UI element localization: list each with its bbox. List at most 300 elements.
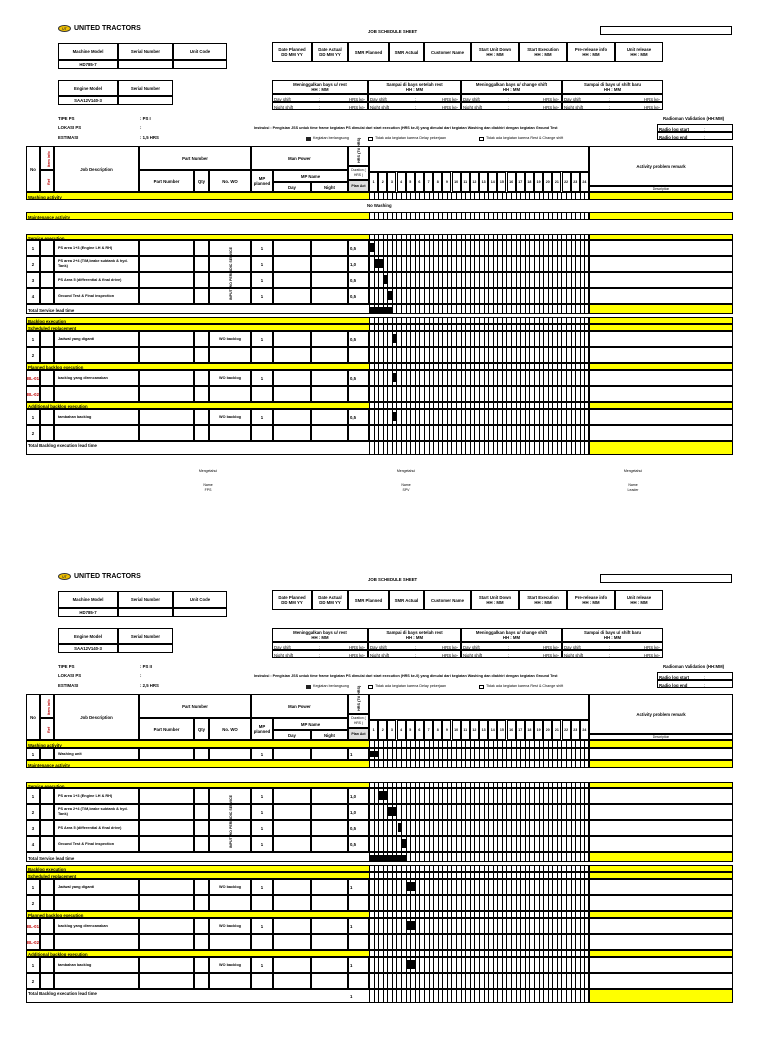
task-remark[interactable] bbox=[589, 934, 733, 950]
task-duration[interactable] bbox=[348, 425, 369, 441]
leave-rest-night-shift[interactable] bbox=[272, 650, 368, 658]
engine-model-value[interactable]: SAA12V140-3 bbox=[58, 96, 118, 105]
task-qty[interactable] bbox=[194, 748, 209, 760]
task-qty[interactable] bbox=[194, 918, 209, 934]
gantt-slot bbox=[585, 951, 590, 956]
task-mp-night[interactable] bbox=[311, 879, 348, 895]
separator: : bbox=[508, 644, 510, 650]
day-shift-label: Day shift bbox=[370, 96, 387, 102]
task-mp-planned[interactable]: 1 bbox=[251, 788, 273, 804]
unit-release-field[interactable] bbox=[615, 42, 663, 62]
task-remark[interactable] bbox=[589, 256, 733, 272]
task-no-wo[interactable] bbox=[209, 748, 251, 760]
task-mp-night[interactable] bbox=[311, 895, 348, 911]
radio-log-end-label: Radio log end bbox=[659, 134, 688, 140]
task-mp-night[interactable] bbox=[311, 256, 348, 272]
task-duration[interactable]: 1,0 bbox=[348, 256, 369, 272]
task-mp-day[interactable] bbox=[273, 879, 311, 895]
leave-change-shift-label: Meninggalkan bays u/ change shift bbox=[475, 82, 548, 87]
task-part-number[interactable] bbox=[139, 370, 194, 386]
task-description[interactable]: PS area 2+4 (T/M,brake subtank & hyd. Tank) bbox=[54, 804, 139, 820]
task-mp-day[interactable] bbox=[273, 370, 311, 386]
task-mp-night[interactable] bbox=[311, 370, 348, 386]
date-actual-field[interactable] bbox=[312, 42, 348, 62]
signature-space bbox=[613, 474, 653, 483]
task-duration[interactable]: 0,5 bbox=[348, 370, 369, 386]
leave-change-shift-night-shift[interactable] bbox=[461, 102, 562, 110]
task-no-wo[interactable] bbox=[209, 973, 251, 989]
task-mp-night[interactable] bbox=[311, 748, 348, 760]
task-remark[interactable] bbox=[589, 386, 733, 402]
back-after-rest-day-shift[interactable] bbox=[368, 94, 461, 102]
task-mp-day[interactable] bbox=[273, 804, 311, 820]
task-description[interactable]: Ground Test & Final inspection bbox=[54, 836, 139, 852]
back-after-rest-day-shift[interactable] bbox=[368, 642, 461, 650]
task-mp-night[interactable] bbox=[311, 804, 348, 820]
task-remark[interactable] bbox=[589, 895, 733, 911]
unit-code-label: Unit Code bbox=[173, 43, 227, 60]
task-qty[interactable] bbox=[194, 409, 209, 425]
back-new-shift-day-shift[interactable] bbox=[562, 94, 663, 102]
task-part-number[interactable] bbox=[139, 386, 194, 402]
col-day: Day bbox=[273, 182, 311, 192]
task-mp-planned[interactable]: 1 bbox=[251, 331, 273, 347]
pre-release-info-field[interactable] bbox=[567, 590, 615, 610]
sheet-number-field[interactable] bbox=[600, 574, 732, 583]
task-ref[interactable] bbox=[40, 240, 54, 256]
task-no-wo[interactable]: WO backlog bbox=[209, 879, 251, 895]
task-ref[interactable] bbox=[40, 425, 54, 441]
smr-planned-field[interactable]: SMR Planned bbox=[348, 42, 389, 62]
gantt-slot bbox=[585, 866, 590, 871]
task-mp-night[interactable] bbox=[311, 386, 348, 402]
task-description[interactable]: Washing unit bbox=[54, 748, 139, 760]
task-ref[interactable] bbox=[40, 347, 54, 363]
task-no-wo[interactable] bbox=[209, 895, 251, 911]
day-shift-label: Day shift bbox=[274, 644, 291, 650]
task-part-number[interactable] bbox=[139, 836, 194, 852]
task-duration[interactable]: 0,5 bbox=[348, 331, 369, 347]
task-duration[interactable]: 0,5 bbox=[348, 288, 369, 304]
leave-rest-day-shift[interactable] bbox=[272, 94, 368, 102]
task-part-number[interactable] bbox=[139, 895, 194, 911]
col-hour-17: 17 bbox=[516, 172, 525, 192]
task-qty[interactable] bbox=[194, 331, 209, 347]
tipe-ps-label: TIPE PS bbox=[58, 116, 75, 121]
signature-title: SPV bbox=[402, 488, 410, 492]
start-execution-field[interactable] bbox=[519, 42, 567, 62]
machine-model-value[interactable]: HD785-7 bbox=[58, 60, 118, 69]
task-duration[interactable]: 0,5 bbox=[348, 836, 369, 852]
task-no: 2 bbox=[26, 347, 40, 363]
task-duration[interactable]: 1,0 bbox=[348, 788, 369, 804]
task-remark[interactable] bbox=[589, 820, 733, 836]
task-qty[interactable] bbox=[194, 879, 209, 895]
task-part-number[interactable] bbox=[139, 347, 194, 363]
task-mp-day[interactable] bbox=[273, 957, 311, 973]
task-duration[interactable]: 1,0 bbox=[348, 804, 369, 820]
task-mp-day[interactable] bbox=[273, 934, 311, 950]
col-hour-2: 2 bbox=[378, 172, 387, 192]
gantt-row bbox=[369, 370, 589, 386]
radio-log-start-field[interactable] bbox=[657, 124, 733, 132]
task-mp-day[interactable] bbox=[273, 240, 311, 256]
back-new-shift-night-shift[interactable] bbox=[562, 650, 663, 658]
task-qty[interactable] bbox=[194, 820, 209, 836]
back-after-rest-night-shift[interactable] bbox=[368, 102, 461, 110]
legend-rest: Tidak ada kegiatan karena Rest & Change shift bbox=[486, 684, 564, 688]
task-mp-day[interactable] bbox=[273, 748, 311, 760]
sheet-number-field[interactable] bbox=[600, 26, 732, 35]
task-no-wo[interactable] bbox=[209, 386, 251, 402]
task-ref[interactable] bbox=[40, 748, 54, 760]
task-mp-planned[interactable] bbox=[251, 425, 273, 441]
task-part-number[interactable] bbox=[139, 272, 194, 288]
radio-log-start-field[interactable] bbox=[657, 672, 733, 680]
task-ref[interactable] bbox=[40, 918, 54, 934]
col-part-number-group: Part Number bbox=[139, 146, 251, 170]
col-part-number-group: Part Number bbox=[139, 694, 251, 718]
separator: : bbox=[704, 134, 706, 140]
task-ref[interactable] bbox=[40, 934, 54, 950]
leave-rest-label: Meninggalkan bays u/ rest bbox=[293, 630, 347, 635]
task-description[interactable] bbox=[54, 386, 139, 402]
task-mp-planned[interactable]: 1 bbox=[251, 804, 273, 820]
task-part-number[interactable] bbox=[139, 957, 194, 973]
gantt-row bbox=[369, 409, 589, 425]
task-description[interactable]: PS area 1+3 (Engine LH & RH) bbox=[54, 240, 139, 256]
unit-code-value[interactable] bbox=[173, 608, 227, 617]
gantt-row bbox=[369, 288, 589, 304]
task-remark[interactable] bbox=[589, 788, 733, 804]
task-description[interactable]: PS Area 5 (differential & final drive) bbox=[54, 820, 139, 836]
task-qty[interactable] bbox=[194, 288, 209, 304]
task-duration[interactable]: 1 bbox=[348, 748, 369, 760]
task-qty[interactable] bbox=[194, 256, 209, 272]
task-remark[interactable] bbox=[589, 331, 733, 347]
task-mp-night[interactable] bbox=[311, 425, 348, 441]
customer-name-field[interactable]: Customer Name bbox=[424, 590, 471, 610]
task-ref[interactable] bbox=[40, 788, 54, 804]
engine-model-value[interactable]: SAA12V140-3 bbox=[58, 644, 118, 653]
task-part-number[interactable] bbox=[139, 288, 194, 304]
task-qty[interactable] bbox=[194, 425, 209, 441]
task-description[interactable] bbox=[54, 973, 139, 989]
task-ref[interactable] bbox=[40, 370, 54, 386]
task-no-wo[interactable]: WO backlog bbox=[209, 331, 251, 347]
task-mp-planned[interactable] bbox=[251, 973, 273, 989]
separator: : bbox=[508, 104, 510, 110]
task-description[interactable]: PS Area 5 (differential & final drive) bbox=[54, 272, 139, 288]
task-part-number[interactable] bbox=[139, 788, 194, 804]
task-remark[interactable] bbox=[589, 804, 733, 820]
leave-rest-night-shift[interactable] bbox=[272, 102, 368, 110]
task-mp-day[interactable] bbox=[273, 918, 311, 934]
task-mp-planned[interactable] bbox=[251, 895, 273, 911]
task-qty[interactable] bbox=[194, 836, 209, 852]
task-ref[interactable] bbox=[40, 836, 54, 852]
task-part-number[interactable] bbox=[139, 918, 194, 934]
task-mp-planned[interactable]: 1 bbox=[251, 272, 273, 288]
task-mp-day[interactable] bbox=[273, 272, 311, 288]
date-planned-field[interactable] bbox=[272, 590, 312, 610]
task-mp-planned[interactable]: 1 bbox=[251, 409, 273, 425]
task-description[interactable] bbox=[54, 347, 139, 363]
task-qty[interactable] bbox=[194, 804, 209, 820]
task-no-wo[interactable]: WO backlog bbox=[209, 957, 251, 973]
task-remark[interactable] bbox=[589, 347, 733, 363]
task-mp-planned[interactable]: 1 bbox=[251, 879, 273, 895]
task-ref[interactable] bbox=[40, 895, 54, 911]
task-mp-day[interactable] bbox=[273, 288, 311, 304]
task-duration[interactable]: 1 bbox=[348, 957, 369, 973]
tipe-ps-label: TIPE PS bbox=[58, 664, 75, 669]
task-mp-planned[interactable]: 1 bbox=[251, 370, 273, 386]
task-qty[interactable] bbox=[194, 240, 209, 256]
engine-serial-value[interactable] bbox=[118, 96, 173, 105]
task-ref[interactable] bbox=[40, 272, 54, 288]
col-hour-7: 7 bbox=[424, 720, 433, 740]
smr-actual-field[interactable]: SMR Actual bbox=[389, 590, 424, 610]
task-remark[interactable] bbox=[589, 918, 733, 934]
unit-release-field[interactable] bbox=[615, 590, 663, 610]
task-description[interactable]: Jadwal yang diganti bbox=[54, 331, 139, 347]
task-no-wo[interactable]: WO backlog bbox=[209, 918, 251, 934]
task-mp-day[interactable] bbox=[273, 347, 311, 363]
task-mp-planned[interactable]: 1 bbox=[251, 918, 273, 934]
leave-rest-day-shift[interactable] bbox=[272, 642, 368, 650]
task-mp-night[interactable] bbox=[311, 918, 348, 934]
smr-actual-field[interactable]: SMR Actual bbox=[389, 42, 424, 62]
leave-change-shift-night-shift[interactable] bbox=[461, 650, 562, 658]
smr-planned-field[interactable]: SMR Planned bbox=[348, 590, 389, 610]
legend-delay: Tidak ada kegiatan karena Delay pekerjaan bbox=[375, 684, 446, 688]
task-description[interactable]: tambahan backlog bbox=[54, 957, 139, 973]
task-description[interactable] bbox=[54, 934, 139, 950]
task-mp-night[interactable] bbox=[311, 788, 348, 804]
radio-log-end-field[interactable] bbox=[657, 132, 733, 140]
task-mp-night[interactable] bbox=[311, 240, 348, 256]
task-remark[interactable] bbox=[589, 240, 733, 256]
day-shift-label: Day shift bbox=[564, 96, 581, 102]
task-description[interactable]: Jadwal yang diganti bbox=[54, 879, 139, 895]
task-mp-day[interactable] bbox=[273, 409, 311, 425]
back-after-rest-night-shift[interactable] bbox=[368, 650, 461, 658]
task-remark[interactable] bbox=[589, 836, 733, 852]
start-execution-field[interactable] bbox=[519, 590, 567, 610]
task-mp-planned[interactable]: 1 bbox=[251, 748, 273, 760]
date-planned-field[interactable] bbox=[272, 42, 312, 62]
task-mp-planned[interactable] bbox=[251, 934, 273, 950]
serial-number-value[interactable] bbox=[118, 608, 173, 617]
task-qty[interactable] bbox=[194, 386, 209, 402]
task-part-number[interactable] bbox=[139, 973, 194, 989]
task-part-number[interactable] bbox=[139, 425, 194, 441]
task-remark[interactable] bbox=[589, 879, 733, 895]
section-additional-backlog-label: Additional backlog execution bbox=[28, 952, 88, 957]
task-no-wo[interactable]: WO backlog bbox=[209, 409, 251, 425]
task-mp-planned[interactable]: 1 bbox=[251, 957, 273, 973]
task-ref[interactable] bbox=[40, 820, 54, 836]
task-description[interactable] bbox=[54, 425, 139, 441]
hrs-ke-label: HRS ke- bbox=[442, 644, 459, 650]
task-mp-day[interactable] bbox=[273, 331, 311, 347]
task-remark[interactable] bbox=[589, 973, 733, 989]
task-mp-planned[interactable] bbox=[251, 386, 273, 402]
task-part-number[interactable] bbox=[139, 804, 194, 820]
task-duration[interactable] bbox=[348, 934, 369, 950]
task-mp-day[interactable] bbox=[273, 895, 311, 911]
gantt-slot bbox=[585, 235, 590, 239]
night-shift-label: Night shift bbox=[370, 652, 390, 658]
task-part-number[interactable] bbox=[139, 820, 194, 836]
task-mp-day[interactable] bbox=[273, 820, 311, 836]
task-qty[interactable] bbox=[194, 973, 209, 989]
task-qty[interactable] bbox=[194, 347, 209, 363]
task-mp-planned[interactable]: 1 bbox=[251, 240, 273, 256]
engine-serial-value[interactable] bbox=[118, 644, 173, 653]
task-mp-planned[interactable] bbox=[251, 347, 273, 363]
start-unit-down-field[interactable] bbox=[471, 590, 519, 610]
leave-change-shift-day-shift[interactable] bbox=[461, 642, 562, 650]
start-unit-down-field[interactable] bbox=[471, 42, 519, 62]
task-description[interactable]: PS area 1+3 (Engine LH & RH) bbox=[54, 788, 139, 804]
task-part-number[interactable] bbox=[139, 240, 194, 256]
task-description[interactable]: tambahan backlog bbox=[54, 409, 139, 425]
task-mp-day[interactable] bbox=[273, 425, 311, 441]
task-no-wo[interactable] bbox=[209, 425, 251, 441]
task-ref[interactable] bbox=[40, 957, 54, 973]
separator: : bbox=[415, 644, 417, 650]
task-duration[interactable]: 0,5 bbox=[348, 820, 369, 836]
task-mp-night[interactable] bbox=[311, 820, 348, 836]
serial-number-value[interactable] bbox=[118, 60, 173, 69]
task-description[interactable]: backlog yang direncanakan bbox=[54, 370, 139, 386]
task-mp-night[interactable] bbox=[311, 272, 348, 288]
unit-code-value[interactable] bbox=[173, 60, 227, 69]
task-part-number[interactable] bbox=[139, 934, 194, 950]
col-duration: Duration ( HRS ) bbox=[348, 166, 369, 180]
task-mp-day[interactable] bbox=[273, 973, 311, 989]
task-qty[interactable] bbox=[194, 370, 209, 386]
task-ref[interactable] bbox=[40, 973, 54, 989]
task-ref[interactable] bbox=[40, 386, 54, 402]
task-no-wo[interactable] bbox=[209, 934, 251, 950]
task-duration[interactable]: 1 bbox=[348, 879, 369, 895]
col-activity-remark: Activity problem remark bbox=[589, 146, 733, 186]
task-ref[interactable] bbox=[40, 804, 54, 820]
gantt-bar-plan bbox=[398, 823, 403, 832]
task-mp-night[interactable] bbox=[311, 973, 348, 989]
task-ref[interactable] bbox=[40, 288, 54, 304]
task-remark[interactable] bbox=[589, 957, 733, 973]
task-description[interactable]: backlog yang direncanakan bbox=[54, 918, 139, 934]
task-description[interactable] bbox=[54, 895, 139, 911]
task-duration[interactable] bbox=[348, 895, 369, 911]
leave-change-shift-day-shift[interactable] bbox=[461, 94, 562, 102]
radio-log-end-field[interactable] bbox=[657, 680, 733, 688]
task-ref[interactable] bbox=[40, 409, 54, 425]
task-remark[interactable] bbox=[589, 425, 733, 441]
task-ref[interactable] bbox=[40, 331, 54, 347]
task-mp-night[interactable] bbox=[311, 347, 348, 363]
task-remark[interactable] bbox=[589, 370, 733, 386]
task-duration[interactable]: 0,5 bbox=[348, 240, 369, 256]
gantt-section-grid bbox=[369, 192, 589, 200]
task-remark[interactable] bbox=[589, 748, 733, 760]
machine-model-label: Machine Model bbox=[58, 591, 118, 608]
separator: : bbox=[508, 652, 510, 658]
task-mp-planned[interactable]: 1 bbox=[251, 820, 273, 836]
task-duration[interactable]: 0,5 bbox=[348, 272, 369, 288]
task-remark[interactable] bbox=[589, 409, 733, 425]
task-no-wo[interactable] bbox=[209, 347, 251, 363]
task-mp-planned[interactable]: 1 bbox=[251, 288, 273, 304]
task-mp-day[interactable] bbox=[273, 256, 311, 272]
task-duration[interactable] bbox=[348, 386, 369, 402]
start-unit-down-field-label: Start Unit Down bbox=[478, 47, 512, 52]
task-mp-night[interactable] bbox=[311, 331, 348, 347]
total-backlog-label: Total Backlog execution lead time bbox=[28, 991, 97, 996]
task-ref[interactable] bbox=[40, 256, 54, 272]
pre-release-info-field[interactable] bbox=[567, 42, 615, 62]
task-mp-planned[interactable]: 1 bbox=[251, 256, 273, 272]
task-part-number[interactable] bbox=[139, 409, 194, 425]
task-description[interactable]: Ground Test & Final inspection bbox=[54, 288, 139, 304]
customer-name-field[interactable]: Customer Name bbox=[424, 42, 471, 62]
task-mp-day[interactable] bbox=[273, 836, 311, 852]
task-mp-night[interactable] bbox=[311, 957, 348, 973]
task-duration[interactable]: 1 bbox=[348, 918, 369, 934]
task-part-number[interactable] bbox=[139, 331, 194, 347]
task-mp-day[interactable] bbox=[273, 788, 311, 804]
task-part-number[interactable] bbox=[139, 748, 194, 760]
task-mp-night[interactable] bbox=[311, 409, 348, 425]
col-hour-14: 14 bbox=[488, 720, 497, 740]
task-part-number[interactable] bbox=[139, 256, 194, 272]
task-qty[interactable] bbox=[194, 895, 209, 911]
task-part-number[interactable] bbox=[139, 879, 194, 895]
task-mp-night[interactable] bbox=[311, 836, 348, 852]
task-remark[interactable] bbox=[589, 272, 733, 288]
gantt-bar-plan bbox=[402, 839, 407, 848]
task-no-wo[interactable]: WO backlog bbox=[209, 370, 251, 386]
task-mp-night[interactable] bbox=[311, 288, 348, 304]
task-mp-planned[interactable]: 1 bbox=[251, 836, 273, 852]
date-actual-field[interactable] bbox=[312, 590, 348, 610]
task-qty[interactable] bbox=[194, 788, 209, 804]
task-qty[interactable] bbox=[194, 934, 209, 950]
col-hour-3: 3 bbox=[387, 172, 396, 192]
gantt-section-grid bbox=[369, 363, 589, 370]
task-qty[interactable] bbox=[194, 957, 209, 973]
section-planned-backlog-label: Planned backlog execution bbox=[28, 365, 84, 370]
back-new-shift-night-shift[interactable] bbox=[562, 102, 663, 110]
task-duration[interactable]: 0,5 bbox=[348, 409, 369, 425]
task-description[interactable]: PS area 2+4 (T/M,brake subtank & hyd. Tank) bbox=[54, 256, 139, 272]
task-mp-night[interactable] bbox=[311, 934, 348, 950]
back-new-shift-day-shift[interactable] bbox=[562, 642, 663, 650]
task-duration[interactable] bbox=[348, 347, 369, 363]
task-qty[interactable] bbox=[194, 272, 209, 288]
col-hour-18: 18 bbox=[525, 720, 534, 740]
section-service-label: Service execution bbox=[28, 783, 65, 789]
task-mp-day[interactable] bbox=[273, 386, 311, 402]
task-remark[interactable] bbox=[589, 288, 733, 304]
machine-model-value[interactable]: HD785-7 bbox=[58, 608, 118, 617]
task-duration[interactable] bbox=[348, 973, 369, 989]
task-ref[interactable] bbox=[40, 879, 54, 895]
